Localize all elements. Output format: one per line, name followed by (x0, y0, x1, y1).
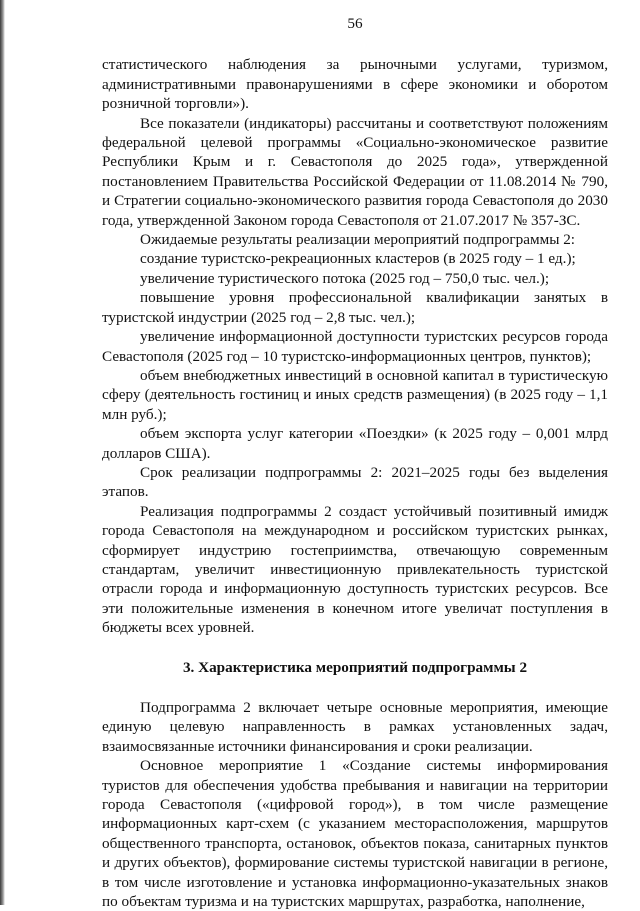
body-text-after-heading (102, 698, 608, 911)
paragraph: Ожидаемые результаты реализации мероприятий подпрограммы 2: (140, 231, 576, 249)
paragraph: Основное мероприятие 1 «Создание системы информирования туристов для обеспечения удобства пребывания и навигации на территории города Севастополя («цифровой город»), в том числе размещение информационных карт-схем (с указанием месторасположения, маршрутов общественного транспорта, остановок, объектов показа, санитарных пунктов и других объектов), формирование системы туристской навигации в регионе, в том числе изготовление и установка информационно-указательных знаков по объектам туризма и на туристских маршрутах, разработка, наполнение, (102, 757, 608, 911)
paragraph: повышение уровня профессиональной квалификации занятых в туристской индустрии (2025 год – 2,8 тыс. чел.); (102, 289, 608, 326)
page-number: 56 (347, 15, 363, 32)
section-heading: 3. Характеристика мероприятий подпрограммы 2 (182, 658, 528, 676)
paragraph: объем внебюджетных инвестиций в основной капитал в туристическую сферу (деятельность гостиниц и иных средств размещения) (в 2025 году – 1,1 млн руб.); (102, 366, 608, 423)
paragraph: создание туристско-рекреационных кластеров (в 2025 году – 1 ед.); (140, 250, 576, 268)
paragraph: Все показатели (индикаторы) рассчитаны и соответствуют положениям федеральной целевой программы «Социально-экономическое развитие Республики Крым и г. Севастополя до 2025 года», утвержденной постановлением Правительства Российской Федерации от 11.08.2014 № 790, и Стратегии социально-экономического развития города Севастополя до 2030 года, утвержденной Законом города Севастополя от 21.07.2017 № 357-ЗС. (102, 114, 608, 229)
paragraph: увеличение туристического потока (2025 год – 750,0 тыс. чел.); (140, 269, 550, 287)
paragraph: Подпрограмма 2 включает четыре основные мероприятия, имеющие единую целевую направленность в рамках установленных задач, взаимосвязанные источники финансирования и сроки реализации. (102, 699, 608, 755)
paragraph: объем экспорта услуг категории «Поездки» (к 2025 году – 0,001 млрд долларов США). (102, 425, 608, 462)
paragraph: Срок реализации подпрограммы 2: 2021–2025 годы без выделения этапов. (102, 463, 608, 501)
body-text-before-heading (102, 55, 608, 637)
scan-edge (0, 0, 5, 905)
paragraph: увеличение информационной доступности туристских ресурсов города Севастополя (2025 год – 10 туристско-информационных центров, пунктов); (102, 328, 608, 365)
paragraph: статистического наблюдения за рыночными услугами, туризмом, административными правонарушениями в сфере экономики и оборотом розничной торговли»). (102, 56, 608, 113)
paragraph: Реализация подпрограммы 2 создаст устойчивый позитивный имидж города Севастополя на международном и российском туристских рынках, сформирует индустрию гостеприимства, отвечающую современным стандартам, увеличит инвестиционную привлекательность туристской отрасли города и информационную доступность туристских ресурсов. Все эти положительные изменения в конечном итоге увеличат поступления в бюджеты всех уровней. (102, 502, 608, 637)
document-page (102, 14, 608, 911)
